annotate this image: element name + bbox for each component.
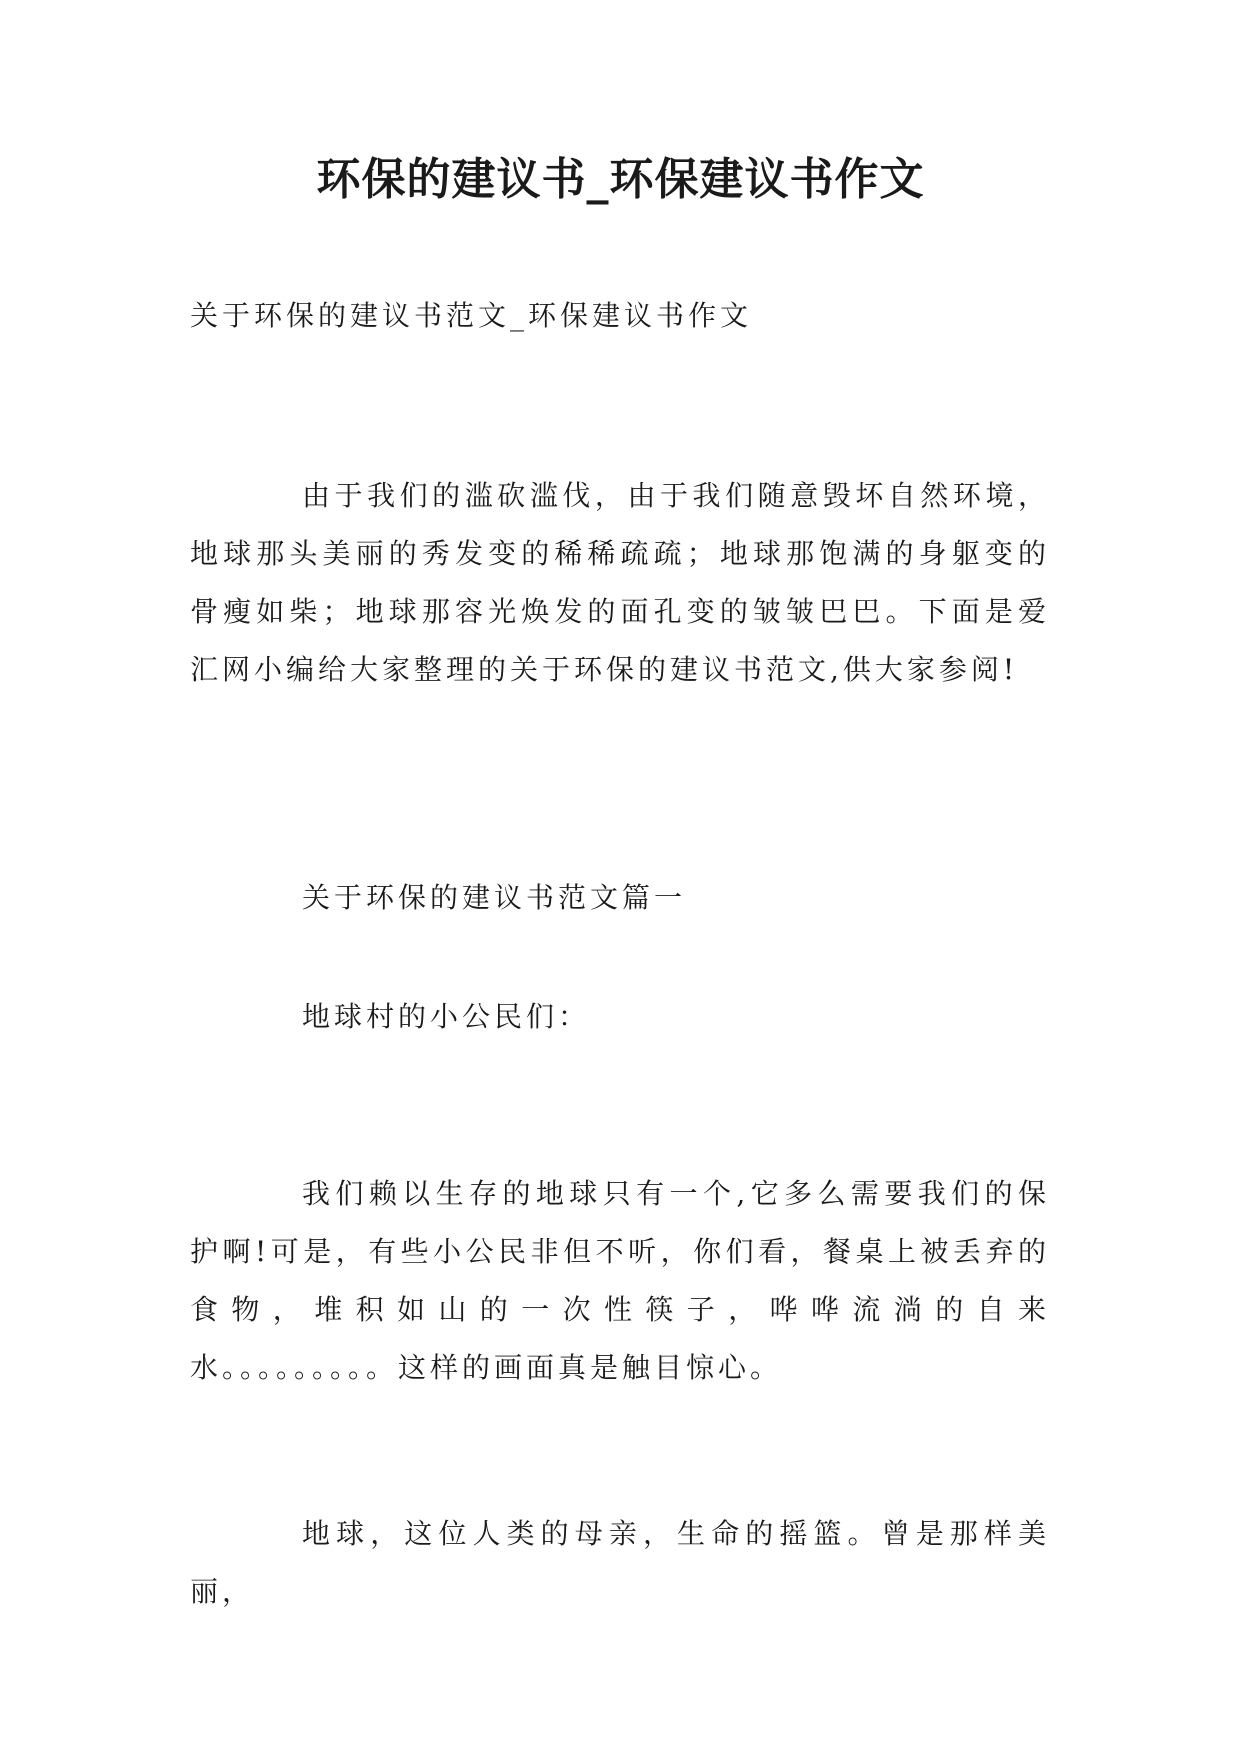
document-subtitle: 关于环保的建议书范文_环保建议书作文	[190, 299, 753, 332]
section-heading: 关于环保的建议书范文篇一	[302, 881, 687, 914]
body-paragraph-2: 我们赖以生存的地球只有一个,它多么需要我们的保护啊!可是，有些小公民非但不听，你们看，餐桌上被丢弃的食物，堆积如山的一次性筷子，哗哗流淌的自来水。。。。。。。。。这样的画面真是触目惊心。	[190, 1177, 1050, 1384]
body-paragraph-3: 地球，这位人类的母亲，生命的摇篮。曾是那样美丽，	[190, 1517, 1050, 1608]
intro-paragraph: 由于我们的滥砍滥伐，由于我们随意毁坏自然环境，地球那头美丽的秀发变的稀稀疏疏；地球那饱满的身躯变的骨瘦如柴；地球那容光焕发的面孔变的皱皱巴巴。下面是爱汇网小编给大家整理的关于环保的建议书范文,供大家参阅!	[190, 479, 1050, 686]
document-title: 环保的建议书_环保建议书作文	[316, 154, 925, 205]
greeting-line: 地球村的小公民们：	[302, 1000, 591, 1033]
